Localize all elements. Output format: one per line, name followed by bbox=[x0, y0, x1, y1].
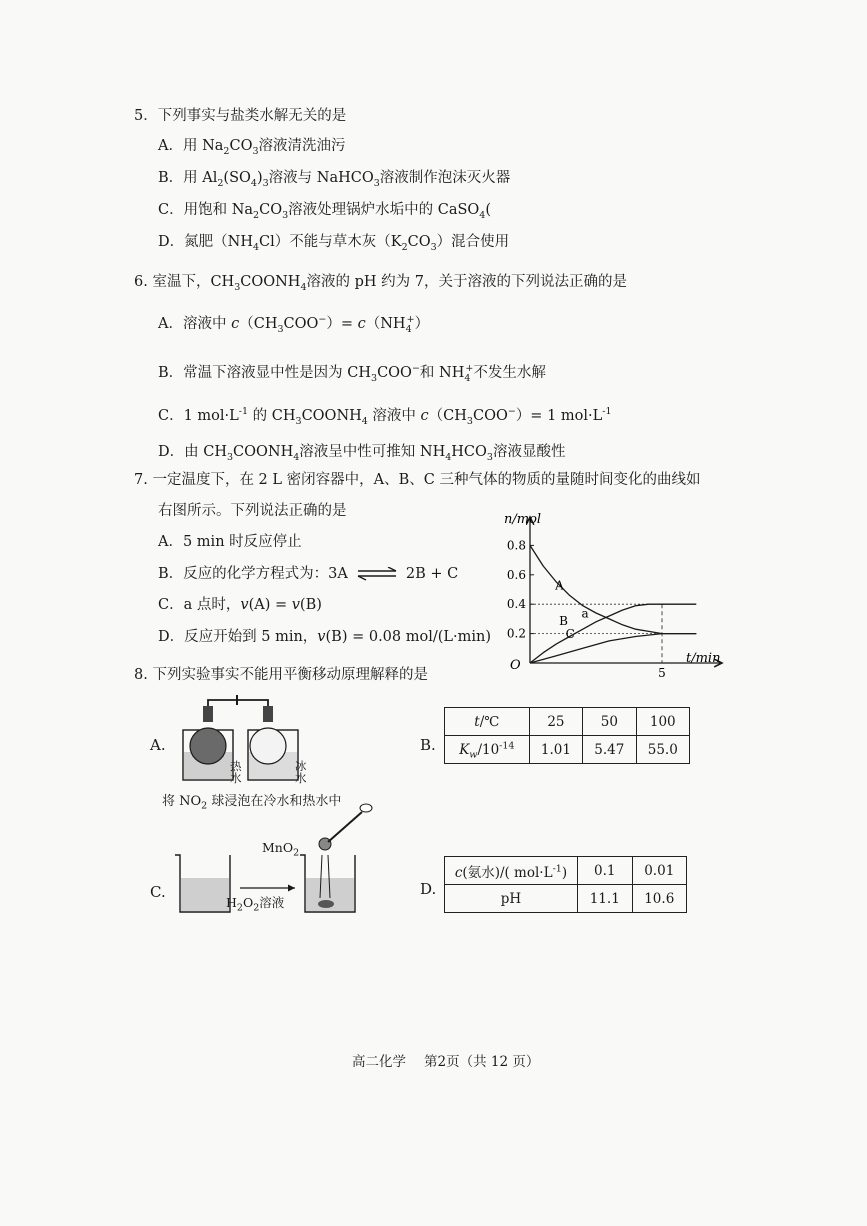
q7-option-a: A．5 min 时反应停止 bbox=[158, 534, 302, 550]
ammonia-header-ph: pH bbox=[445, 885, 578, 913]
ammonia-ph-table bbox=[444, 856, 687, 913]
q7-option-b: B．反应的化学方程式为：3A 2B + C bbox=[158, 566, 459, 582]
hot-flask-icon bbox=[190, 728, 226, 764]
footer-page: 第2页（共 12 页） bbox=[424, 1054, 540, 1070]
ammonia-header-c: c(氨水)/( $mol\cdot L^{-1}$) bbox=[445, 857, 578, 885]
origin-label: O bbox=[510, 658, 521, 673]
spoon-icon bbox=[328, 812, 362, 842]
series-A-label: A bbox=[555, 578, 564, 593]
concentration-time-chart bbox=[490, 505, 730, 683]
y-tick-label: 0.2 bbox=[506, 626, 526, 641]
ice-water-label: 冰水 bbox=[295, 759, 307, 785]
q6-option-b: B．常温下溶液显中性是因为 $CH_3COO^-$和 $NH_4^+$不发生水解 bbox=[158, 363, 546, 384]
x-tick-label: 5 bbox=[658, 666, 666, 680]
kw-value-cell: 55.0 bbox=[636, 736, 689, 764]
kw-value-cell: 1.01 bbox=[529, 736, 582, 764]
q8-option-b-label: B. bbox=[420, 736, 436, 754]
q8-option-a-caption: 将 $NO_2$ 球浸泡在冷水和热水中 bbox=[162, 794, 342, 812]
q5-stem: 5．下列事实与盐类水解无关的是 bbox=[134, 108, 347, 124]
q8-option-a-label: A. bbox=[150, 736, 166, 754]
q7-stem-line2: 右图所示。下列说法正确的是 bbox=[158, 503, 347, 519]
q7-option-d: D．反应开始到 5 min，v(B) = 0.08 mol/(L·min) bbox=[158, 629, 492, 645]
series-C-line bbox=[530, 634, 696, 663]
point-a-label: a bbox=[581, 606, 589, 621]
series-B-label: B bbox=[559, 613, 568, 628]
q8-stem: 8. 下列实验事实不能用平衡移动原理解释的是 bbox=[134, 667, 428, 683]
h2o2-label: $H_2O_2$溶液 bbox=[226, 895, 285, 914]
mno2-label: MnO$_2$ bbox=[262, 840, 300, 859]
q6-option-a: A．溶液中 $c(CH_3COO^-)= c(NH_4^+)$ bbox=[158, 314, 430, 335]
q7-stem-line1: 7. 一定温度下，在 2 L 密闭容器中，A、B、C 三种气体的物质的量随时间变化的曲线如 bbox=[134, 472, 701, 488]
q6-option-c: C．1 $mol\cdot L^{-1}$ 的 $CH_3COONH_4$ 溶液中 $c(CH_3COO^-)= 1$ $mol\cdot L^{-1}$ bbox=[158, 406, 612, 427]
y-tick-label: 0.4 bbox=[506, 597, 526, 612]
footer-subject: 高二化学 bbox=[352, 1054, 406, 1070]
ammonia-ph-cell: 10.6 bbox=[632, 885, 687, 913]
q5-option-d: D．氮肥$(NH_4Cl)$不能与草木灰$(K_2CO_3)$混合使用 bbox=[158, 234, 510, 253]
hot-water-label: 热水 bbox=[230, 759, 242, 785]
x-axis-label: t/min bbox=[686, 651, 721, 666]
kw-header-t: t/℃ bbox=[445, 708, 530, 736]
q6-stem: 6. 室温下，$CH_3COONH_4$溶液的 pH 约为 7，关于溶液的下列说法正确的是 bbox=[134, 274, 627, 293]
kw-temp-cell: 50 bbox=[583, 708, 636, 736]
ammonia-ph-cell: 11.1 bbox=[578, 885, 633, 913]
q6-option-d: D．由 $CH_3COONH_4$溶液呈中性可推知 $NH_4HCO_3$溶液显酸性 bbox=[158, 444, 566, 463]
q7-option-c: C．a 点时，v(A) = v(B) bbox=[158, 597, 322, 613]
ammonia-conc-cell: 0.01 bbox=[632, 857, 687, 885]
y-tick-label: 0.8 bbox=[506, 538, 526, 553]
q8-option-d-label: D. bbox=[420, 880, 437, 898]
ammonia-conc-cell: 0.1 bbox=[578, 857, 633, 885]
q5-option-a: A．用 $Na_2CO_3$溶液清洗油污 bbox=[158, 138, 346, 157]
equilibrium-arrow-icon bbox=[356, 567, 398, 581]
kw-header-k: $K_w/10^{-14}$ bbox=[445, 736, 530, 764]
kw-value-cell: 5.47 bbox=[583, 736, 636, 764]
cold-flask-icon bbox=[250, 728, 286, 764]
kw-table bbox=[444, 707, 690, 764]
q5-option-b: B．用 $Al_2(SO_4)_3$溶液与 NaHCO$_3$溶液制作泡沫灭火器 bbox=[158, 170, 511, 189]
series-C-label: C bbox=[565, 627, 575, 642]
footer bbox=[352, 1052, 539, 1072]
q5-option-c: C．用饱和 $Na_2CO_3$溶液处理锅炉水垢中的 CaSO$_4$( bbox=[158, 202, 492, 221]
y-tick-label: 0.6 bbox=[506, 567, 526, 582]
kw-temp-cell: 100 bbox=[636, 708, 689, 736]
q8-option-c-label: C. bbox=[150, 883, 166, 901]
kw-temp-cell: 25 bbox=[529, 708, 582, 736]
y-axis-label: n/mol bbox=[504, 512, 542, 527]
